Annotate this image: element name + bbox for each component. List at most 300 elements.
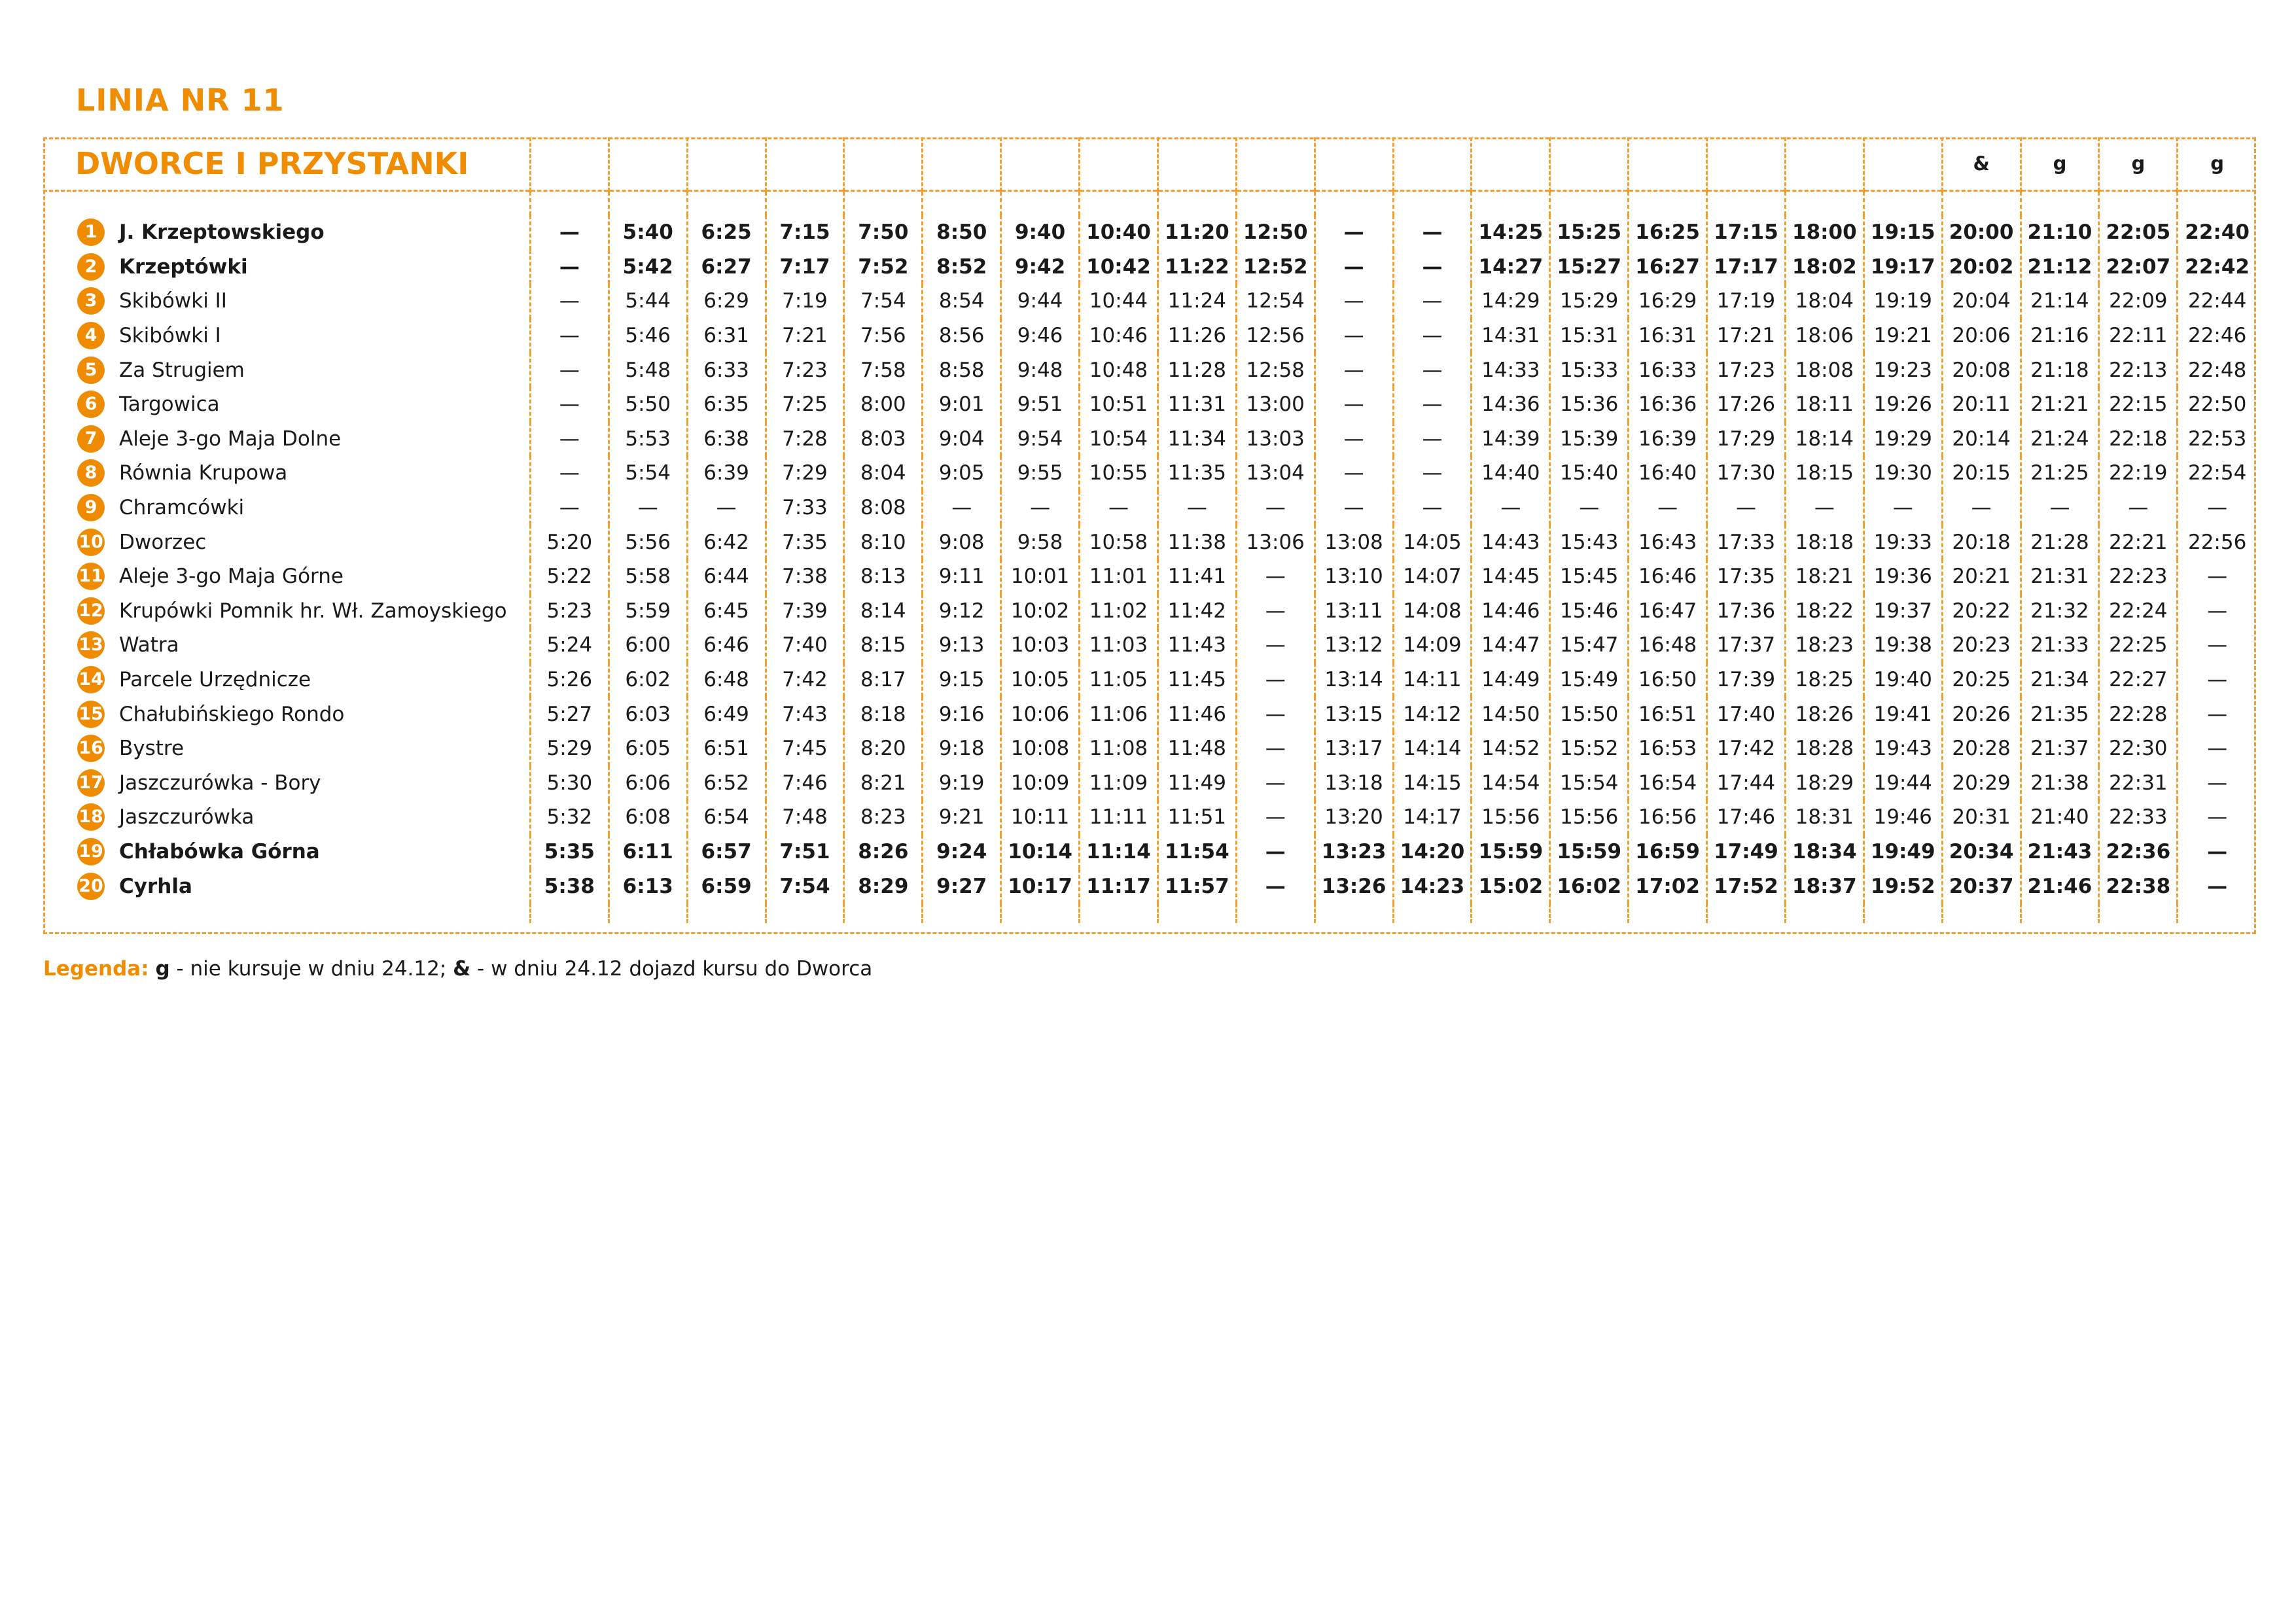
departure-time: 15:49	[1550, 663, 1629, 697]
departure-time: 22:53	[2178, 422, 2256, 457]
departure-time: 22:09	[2099, 284, 2178, 319]
departure-time: 10:08	[1001, 731, 1080, 766]
departure-time: —	[2178, 663, 2256, 697]
departure-time: 17:26	[1707, 387, 1786, 422]
departure-time: 11:45	[1157, 663, 1236, 697]
departure-time: —	[1393, 284, 1472, 319]
departure-time: 21:10	[2021, 215, 2099, 250]
header-row	[43, 137, 2256, 191]
departure-time: 9:01	[923, 387, 1001, 422]
departure-time: 11:57	[1157, 869, 1236, 903]
departure-time: 22:30	[2099, 731, 2178, 766]
departure-time: —	[1863, 491, 1942, 525]
stop-cell	[43, 559, 530, 594]
stop-number-badge: 4	[77, 322, 105, 349]
departure-time: 9:40	[1001, 215, 1080, 250]
departure-time: 16:59	[1629, 835, 1707, 869]
stop-name: Targowica	[119, 393, 220, 417]
departure-time: 8:18	[844, 697, 923, 731]
departure-time: 18:26	[1785, 697, 1863, 731]
departure-time: 10:46	[1080, 319, 1158, 353]
departure-time: 14:07	[1393, 559, 1472, 594]
departure-time: 20:37	[1942, 869, 2021, 903]
departure-time: 5:38	[530, 869, 609, 903]
departure-time: 9:04	[923, 422, 1001, 457]
departure-time: 22:07	[2099, 250, 2178, 285]
departure-time: 14:17	[1393, 800, 1472, 835]
departure-time: 18:06	[1785, 319, 1863, 353]
departure-time: 11:41	[1157, 559, 1236, 594]
departure-time: 20:34	[1942, 835, 2021, 869]
departure-time: 14:31	[1472, 319, 1550, 353]
column-mark	[1707, 137, 1786, 191]
legend-g-text: - nie kursuje w dniu 24.12;	[169, 957, 453, 981]
departure-time: 9:12	[923, 594, 1001, 629]
departure-time: 14:15	[1393, 766, 1472, 801]
column-mark	[687, 137, 766, 191]
departure-time: 22:36	[2099, 835, 2178, 869]
departure-time: 11:38	[1157, 525, 1236, 559]
departure-time: 12:56	[1236, 319, 1315, 353]
departure-time: 16:31	[1629, 319, 1707, 353]
departure-time: 6:08	[609, 800, 687, 835]
departure-time: —	[2178, 766, 2256, 801]
departure-time: —	[1315, 491, 1393, 525]
departure-time: 13:11	[1315, 594, 1393, 629]
departure-time: 9:42	[1001, 250, 1080, 285]
departure-time: 10:06	[1001, 697, 1080, 731]
departure-time: 6:11	[609, 835, 687, 869]
stop-cell	[43, 525, 530, 559]
departure-time: —	[1315, 422, 1393, 457]
stop-name: Chramcówki	[119, 496, 245, 520]
departure-time: 6:42	[687, 525, 766, 559]
departure-time: 7:50	[844, 215, 923, 250]
departure-time: 14:49	[1472, 663, 1550, 697]
departure-time: 6:59	[687, 869, 766, 903]
departure-time: 15:31	[1550, 319, 1629, 353]
departure-time: 12:50	[1236, 215, 1315, 250]
departure-time: —	[1393, 456, 1472, 491]
departure-time: 10:42	[1080, 250, 1158, 285]
departure-time: 21:43	[2021, 835, 2099, 869]
column-mark	[1001, 137, 1080, 191]
departure-time: 13:17	[1315, 731, 1393, 766]
departure-time: 7:23	[766, 353, 844, 387]
departure-time: —	[2178, 800, 2256, 835]
departure-time: 7:48	[766, 800, 844, 835]
departure-time: 18:15	[1785, 456, 1863, 491]
legend	[43, 957, 872, 981]
departure-time: 19:33	[1863, 525, 1942, 559]
departure-time: —	[1393, 422, 1472, 457]
departure-time: 8:14	[844, 594, 923, 629]
departure-time: 9:19	[923, 766, 1001, 801]
departure-time: 11:22	[1157, 250, 1236, 285]
departure-time: 6:39	[687, 456, 766, 491]
departure-time: 7:58	[844, 353, 923, 387]
departure-time: 17:15	[1707, 215, 1786, 250]
departure-time: 19:52	[1863, 869, 1942, 903]
departure-time: 6:31	[687, 319, 766, 353]
departure-time: 7:43	[766, 697, 844, 731]
stop-name: Skibówki I	[119, 324, 221, 348]
departure-time: 11:24	[1157, 284, 1236, 319]
departure-time: 22:31	[2099, 766, 2178, 801]
departure-time: 14:11	[1393, 663, 1472, 697]
stop-name: Krupówki Pomnik hr. Wł. Zamoyskiego	[119, 599, 507, 623]
stop-number-badge: 12	[77, 597, 105, 625]
departure-time: 10:09	[1001, 766, 1080, 801]
departure-time: 22:33	[2099, 800, 2178, 835]
departure-time: 10:05	[1001, 663, 1080, 697]
stop-number-badge: 18	[77, 803, 105, 831]
departure-time: 16:29	[1629, 284, 1707, 319]
stop-name: Bystre	[119, 737, 185, 761]
departure-time: 11:06	[1080, 697, 1158, 731]
departure-time: 22:46	[2178, 319, 2256, 353]
departure-time: 21:16	[2021, 319, 2099, 353]
departure-time: 8:17	[844, 663, 923, 697]
departure-time: 8:54	[923, 284, 1001, 319]
departure-time: 16:02	[1550, 869, 1629, 903]
legend-amp-text: - w dniu 24.12 dojazd kursu do Dworca	[470, 957, 873, 981]
departure-time: 15:02	[1472, 869, 1550, 903]
departure-time: 17:21	[1707, 319, 1786, 353]
departure-time: 6:49	[687, 697, 766, 731]
departure-time: 5:42	[609, 250, 687, 285]
stop-row	[43, 731, 2256, 766]
departure-time: —	[1236, 663, 1315, 697]
departure-time: 22:21	[2099, 525, 2178, 559]
departure-time: 6:57	[687, 835, 766, 869]
departure-time: 7:56	[844, 319, 923, 353]
stop-row	[43, 869, 2256, 903]
departure-time: 22:11	[2099, 319, 2178, 353]
column-mark	[1863, 137, 1942, 191]
departure-time: —	[687, 491, 766, 525]
stop-number-badge: 9	[77, 494, 105, 521]
departure-time: 14:52	[1472, 731, 1550, 766]
departure-time: 22:24	[2099, 594, 2178, 629]
stop-name: Jaszczurówka - Bory	[119, 771, 321, 795]
departure-time: —	[2178, 594, 2256, 629]
departure-time: 8:00	[844, 387, 923, 422]
departure-time: 17:33	[1707, 525, 1786, 559]
departure-time: 5:23	[530, 594, 609, 629]
departure-time: —	[2178, 731, 2256, 766]
departure-time: —	[1236, 594, 1315, 629]
column-mark	[923, 137, 1001, 191]
departure-time: 10:51	[1080, 387, 1158, 422]
departure-time: 12:54	[1236, 284, 1315, 319]
departure-time: 13:08	[1315, 525, 1393, 559]
departure-time: 19:17	[1863, 250, 1942, 285]
departure-time: 20:22	[1942, 594, 2021, 629]
departure-time: 20:00	[1942, 215, 2021, 250]
departure-time: 22:28	[2099, 697, 2178, 731]
departure-time: 22:48	[2178, 353, 2256, 387]
departure-time: 5:35	[530, 835, 609, 869]
departure-time: 7:38	[766, 559, 844, 594]
departure-time: 17:17	[1707, 250, 1786, 285]
departure-time: 15:45	[1550, 559, 1629, 594]
departure-time: —	[1707, 491, 1786, 525]
departure-time: 7:28	[766, 422, 844, 457]
departure-time: 19:36	[1863, 559, 1942, 594]
departure-time: 9:58	[1001, 525, 1080, 559]
departure-time: 16:48	[1629, 628, 1707, 663]
departure-time: —	[530, 284, 609, 319]
departure-time: 9:55	[1001, 456, 1080, 491]
departure-time: 14:40	[1472, 456, 1550, 491]
departure-time: 17:46	[1707, 800, 1786, 835]
departure-time: 21:46	[2021, 869, 2099, 903]
departure-time: 9:15	[923, 663, 1001, 697]
departure-time: 9:46	[1001, 319, 1080, 353]
stop-row	[43, 697, 2256, 731]
departure-time: 6:38	[687, 422, 766, 457]
departure-time: 18:34	[1785, 835, 1863, 869]
departure-time: 18:25	[1785, 663, 1863, 697]
departure-time: —	[2178, 628, 2256, 663]
departure-time: 21:28	[2021, 525, 2099, 559]
departure-time: 19:49	[1863, 835, 1942, 869]
departure-time: 6:52	[687, 766, 766, 801]
stop-row	[43, 663, 2256, 697]
departure-time: 7:33	[766, 491, 844, 525]
departure-time: 10:48	[1080, 353, 1158, 387]
departure-time: 11:49	[1157, 766, 1236, 801]
stop-number-badge: 5	[77, 357, 105, 384]
departure-time: 9:05	[923, 456, 1001, 491]
departure-time: 13:26	[1315, 869, 1393, 903]
stop-row	[43, 387, 2256, 422]
stop-cell	[43, 731, 530, 766]
departure-time: 18:29	[1785, 766, 1863, 801]
departure-time: 15:25	[1550, 215, 1629, 250]
departure-time: 8:10	[844, 525, 923, 559]
departure-time: 17:49	[1707, 835, 1786, 869]
departure-time: —	[1315, 456, 1393, 491]
departure-time: 13:00	[1236, 387, 1315, 422]
stop-row	[43, 800, 2256, 835]
departure-time: —	[530, 422, 609, 457]
departure-time: 6:25	[687, 215, 766, 250]
stop-name: Chałubińskiego Rondo	[119, 702, 345, 726]
departure-time: —	[1236, 731, 1315, 766]
stop-number-badge: 14	[77, 666, 105, 693]
stop-cell	[43, 766, 530, 801]
departure-time: —	[530, 456, 609, 491]
departure-time: 18:02	[1785, 250, 1863, 285]
departure-time: 6:35	[687, 387, 766, 422]
departure-time: 18:23	[1785, 628, 1863, 663]
departure-time: 6:29	[687, 284, 766, 319]
departure-time: 17:39	[1707, 663, 1786, 697]
departure-time: 21:34	[2021, 663, 2099, 697]
departure-time: 16:54	[1629, 766, 1707, 801]
departure-time: 22:56	[2178, 525, 2256, 559]
stop-name: Aleje 3-go Maja Górne	[119, 565, 344, 589]
departure-time: 6:54	[687, 800, 766, 835]
departure-time: 11:20	[1157, 215, 1236, 250]
departure-time: —	[1236, 835, 1315, 869]
departure-time: 5:59	[609, 594, 687, 629]
departure-time: —	[1393, 387, 1472, 422]
departure-time: 11:17	[1080, 869, 1158, 903]
departure-time: —	[1236, 559, 1315, 594]
column-mark	[1550, 137, 1629, 191]
departure-time: 5:32	[530, 800, 609, 835]
departure-time: 16:25	[1629, 215, 1707, 250]
departure-time: 18:22	[1785, 594, 1863, 629]
departure-time: 6:51	[687, 731, 766, 766]
departure-time: 15:27	[1550, 250, 1629, 285]
departure-time: 6:06	[609, 766, 687, 801]
departure-time: 18:14	[1785, 422, 1863, 457]
departure-time: 11:31	[1157, 387, 1236, 422]
departure-time: 14:36	[1472, 387, 1550, 422]
departure-time: 19:38	[1863, 628, 1942, 663]
departure-time: 14:39	[1472, 422, 1550, 457]
departure-time: 17:44	[1707, 766, 1786, 801]
departure-time: 7:45	[766, 731, 844, 766]
departure-time: 5:22	[530, 559, 609, 594]
departure-time: 20:15	[1942, 456, 2021, 491]
departure-time: 22:38	[2099, 869, 2178, 903]
departure-time: 8:29	[844, 869, 923, 903]
departure-time: 10:01	[1001, 559, 1080, 594]
departure-time: —	[530, 215, 609, 250]
departure-time: 15:54	[1550, 766, 1629, 801]
stop-number-badge: 20	[77, 873, 105, 900]
departure-time: 9:27	[923, 869, 1001, 903]
column-mark	[1785, 137, 1863, 191]
stop-row	[43, 250, 2256, 285]
departure-time: 19:21	[1863, 319, 1942, 353]
departure-time: 13:04	[1236, 456, 1315, 491]
departure-time: 17:52	[1707, 869, 1786, 903]
column-mark	[609, 137, 687, 191]
departure-time: 6:05	[609, 731, 687, 766]
departure-time: 6:45	[687, 594, 766, 629]
stop-name: Watra	[119, 633, 179, 657]
departure-time: 14:47	[1472, 628, 1550, 663]
stop-cell	[43, 215, 530, 250]
departure-time: 11:34	[1157, 422, 1236, 457]
departure-time: 21:40	[2021, 800, 2099, 835]
departure-time: 19:43	[1863, 731, 1942, 766]
departure-time: 18:08	[1785, 353, 1863, 387]
departure-time: 11:02	[1080, 594, 1158, 629]
departure-time: 20:02	[1942, 250, 2021, 285]
legend-amp-symbol: &	[453, 957, 471, 981]
departure-time: —	[1393, 353, 1472, 387]
departure-time: 18:04	[1785, 284, 1863, 319]
departure-time: —	[2178, 697, 2256, 731]
departure-time: —	[1236, 766, 1315, 801]
departure-time: 11:43	[1157, 628, 1236, 663]
departure-time: 9:18	[923, 731, 1001, 766]
departure-time: 8:26	[844, 835, 923, 869]
departure-time: 19:29	[1863, 422, 1942, 457]
departure-time: 8:21	[844, 766, 923, 801]
column-mark	[1472, 137, 1550, 191]
stop-row	[43, 766, 2256, 801]
departure-time: —	[1942, 491, 2021, 525]
stop-row	[43, 491, 2256, 525]
departure-time: 11:42	[1157, 594, 1236, 629]
stop-cell	[43, 628, 530, 663]
stop-row	[43, 353, 2256, 387]
departure-time: 9:11	[923, 559, 1001, 594]
departure-time: 7:51	[766, 835, 844, 869]
departure-time: 18:11	[1785, 387, 1863, 422]
stop-name: Za Strugiem	[119, 358, 245, 382]
departure-time: 9:24	[923, 835, 1001, 869]
departure-time: 7:19	[766, 284, 844, 319]
stop-row	[43, 628, 2256, 663]
column-mark: g	[2021, 137, 2099, 191]
departure-time: —	[1393, 215, 1472, 250]
departure-time: 8:03	[844, 422, 923, 457]
departure-time: 21:25	[2021, 456, 2099, 491]
stop-number-badge: 16	[77, 735, 105, 762]
stop-cell	[43, 594, 530, 629]
stop-number-badge: 15	[77, 701, 105, 728]
departure-time: 20:31	[1942, 800, 2021, 835]
departure-time: 11:14	[1080, 835, 1158, 869]
column-mark: &	[1942, 137, 2021, 191]
departure-time: 14:08	[1393, 594, 1472, 629]
departure-time: 15:39	[1550, 422, 1629, 457]
departure-time: 7:15	[766, 215, 844, 250]
departure-time: 6:27	[687, 250, 766, 285]
departure-time: 16:53	[1629, 731, 1707, 766]
departure-time: 11:08	[1080, 731, 1158, 766]
departure-time: 13:20	[1315, 800, 1393, 835]
departure-time: —	[1315, 387, 1393, 422]
departure-time: 21:14	[2021, 284, 2099, 319]
departure-time: 22:19	[2099, 456, 2178, 491]
departure-time: 17:29	[1707, 422, 1786, 457]
departure-time: 8:58	[923, 353, 1001, 387]
departure-time: 17:23	[1707, 353, 1786, 387]
departure-time: 20:28	[1942, 731, 2021, 766]
departure-time: 5:27	[530, 697, 609, 731]
departure-time: 21:33	[2021, 628, 2099, 663]
departure-time: 12:52	[1236, 250, 1315, 285]
departure-time: 16:39	[1629, 422, 1707, 457]
departure-time: 7:46	[766, 766, 844, 801]
departure-time: —	[1001, 491, 1080, 525]
departure-time: —	[1236, 491, 1315, 525]
departure-time: 20:18	[1942, 525, 2021, 559]
departure-time: 9:48	[1001, 353, 1080, 387]
departure-time: 22:40	[2178, 215, 2256, 250]
departure-time: 15:43	[1550, 525, 1629, 559]
departure-time: 18:00	[1785, 215, 1863, 250]
stop-cell	[43, 319, 530, 353]
departure-time: 15:56	[1550, 800, 1629, 835]
departure-time: 21:12	[2021, 250, 2099, 285]
stop-cell	[43, 422, 530, 457]
departure-time: 11:05	[1080, 663, 1158, 697]
departure-time: 5:58	[609, 559, 687, 594]
departure-time: 9:54	[1001, 422, 1080, 457]
departure-time: 17:35	[1707, 559, 1786, 594]
